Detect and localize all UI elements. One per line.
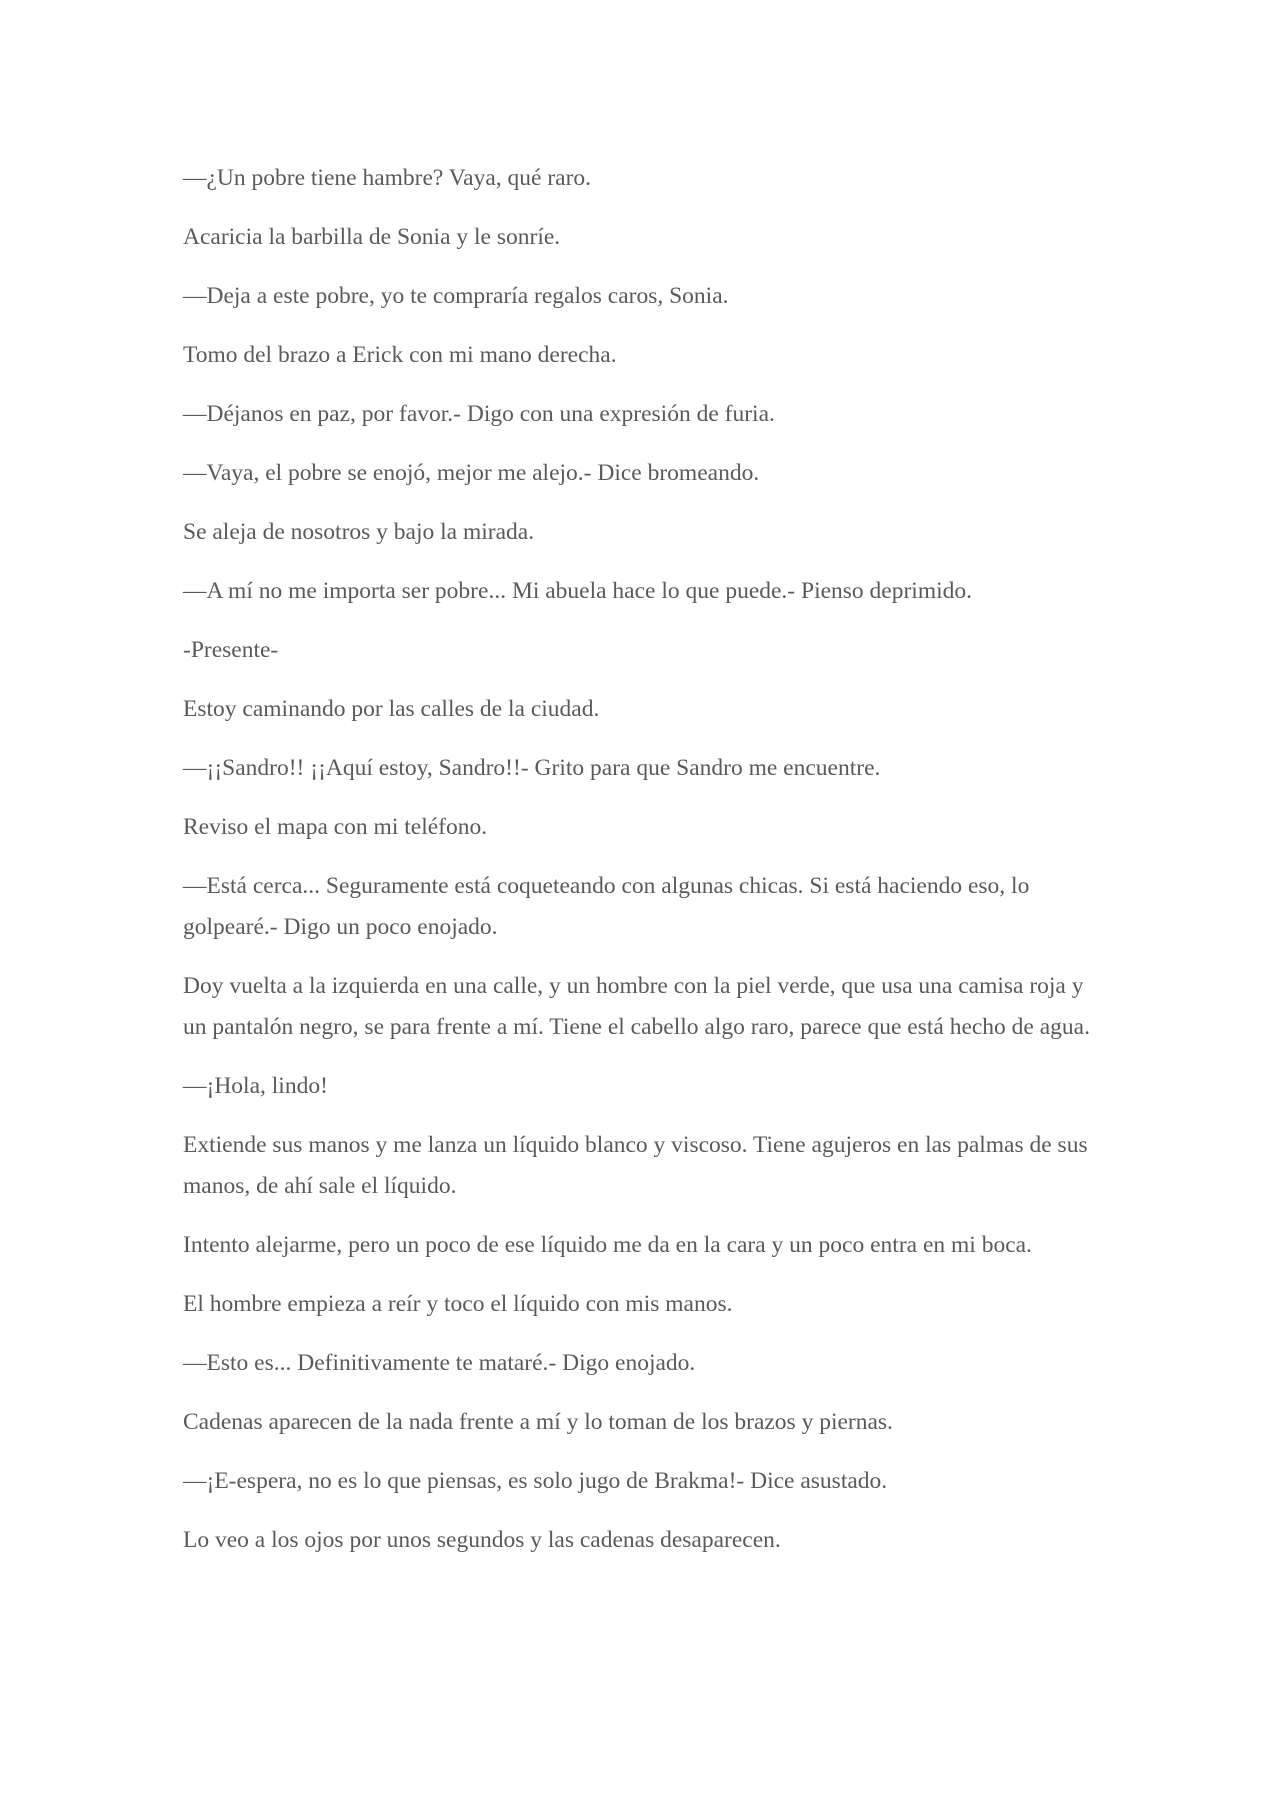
paragraph: —Está cerca... Seguramente está coqueteando con algunas chicas. Si está haciendo eso, lo golpearé.- Digo un poco enojado. [183,873,1030,940]
paragraph: —¡¡Sandro!! ¡¡Aquí estoy, Sandro!!- Grito para que Sandro me encuentre. [183,755,881,781]
section-marker: -Presente- [183,637,279,663]
paragraph: —Esto es... Definitivamente te mataré.- Digo enojado. [183,1350,696,1376]
paragraph: Extiende sus manos y me lanza un líquido blanco y viscoso. Tiene agujeros en las palmas de sus manos, de ahí sale el líquido. [183,1132,1088,1199]
paragraph: Acaricia la barbilla de Sonia y le sonríe. [183,224,561,250]
paragraph: Lo veo a los ojos por unos segundos y las cadenas desaparecen. [183,1527,781,1553]
paragraph: —Vaya, el pobre se enojó, mejor me alejo.- Dice bromeando. [183,460,760,486]
paragraph: Tomo del brazo a Erick con mi mano derecha. [183,342,617,368]
paragraph: Se aleja de nosotros y bajo la mirada. [183,519,535,545]
paragraph: —¡E-espera, no es lo que piensas, es solo jugo de Brakma!- Dice asustado. [183,1468,888,1494]
paragraph: —¿Un pobre tiene hambre? Vaya, qué raro. [183,165,592,191]
paragraph: Estoy caminando por las calles de la ciudad. [183,696,600,722]
document-body [183,158,1098,1579]
paragraph: Intento alejarme, pero un poco de ese líquido me da en la cara y un poco entra en mi boca. [183,1232,1032,1258]
paragraph: —¡Hola, lindo! [183,1073,328,1099]
paragraph: Doy vuelta a la izquierda en una calle, y un hombre con la piel verde, que usa una camisa roja y un pantalón negro, se para frente a mí. Tiene el cabello algo raro, parece que está hecho de agua. [183,973,1090,1040]
paragraph: —A mí no me importa ser pobre... Mi abuela hace lo que puede.- Pienso deprimido. [183,578,973,604]
paragraph: Cadenas aparecen de la nada frente a mí y lo toman de los brazos y piernas. [183,1409,893,1435]
paragraph: Reviso el mapa con mi teléfono. [183,814,488,840]
paragraph: —Deja a este pobre, yo te compraría regalos caros, Sonia. [183,283,729,309]
paragraph: —Déjanos en paz, por favor.- Digo con una expresión de furia. [183,401,775,427]
paragraph: El hombre empieza a reír y toco el líquido con mis manos. [183,1291,733,1317]
